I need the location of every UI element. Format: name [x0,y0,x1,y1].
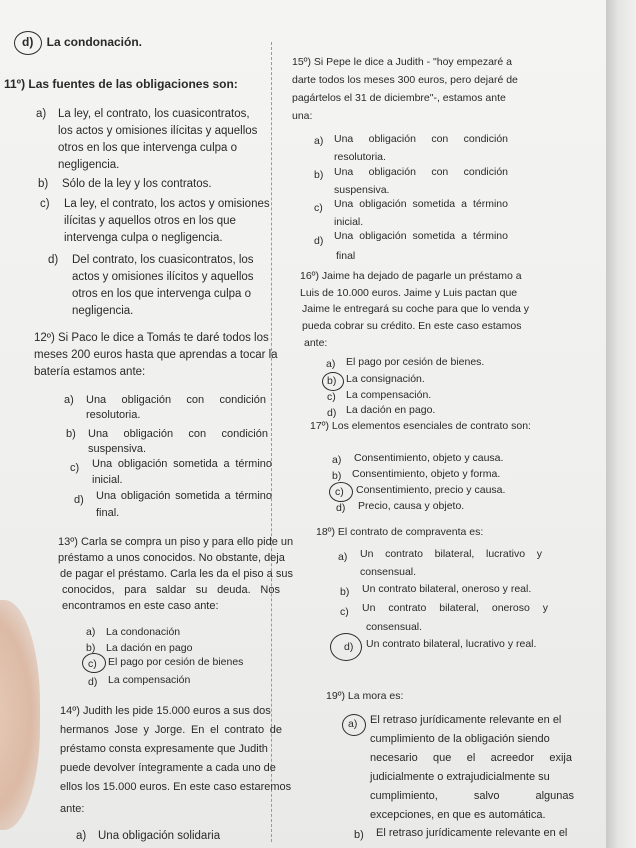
q14-option-a-letter: a) [76,830,87,842]
q17-option-c-letter: c) [335,486,344,498]
question-13-stem-line2: préstamo a unos conocidos. No obstante, deja [58,552,285,564]
question-16-stem-line5: ante: [304,337,328,349]
q11-option-c-letter: c) [40,198,50,210]
q16-option-b-letter: b) [327,375,337,387]
q12-option-c-line1: Una obligación sometida a término [92,458,272,470]
q11-option-a-line2: los actos y omisiones ilícitas y aquellos [58,125,258,137]
q18-option-c-line2: consensual. [366,621,423,633]
q12-option-c-letter: c) [70,462,80,474]
question-14-stem-line5: ellos los 15.000 euros. En este caso estaremos [60,781,292,793]
question-18-stem: 18º) El contrato de compraventa es: [316,526,484,538]
answer-mark-circle [14,31,42,55]
question-16-stem-line3: Jaime le entregará su coche para que lo venda y [302,303,530,315]
q17-option-c-text: Consentimiento, precio y causa. [356,484,506,496]
q19-option-a-line5: cumplimiento, salvo algunas [370,790,574,802]
question-13-stem-line1: 13º) Carla se compra un piso y para ello pide un [58,536,294,548]
q16-option-b-text: La consignación. [346,373,425,385]
question-12-stem-line1: 12º) Si Paco le dice a Tomás te daré todos los [34,332,269,344]
q17-option-b-text: Consentimiento, objeto y forma. [352,468,501,480]
q15-option-d-line1: Una obligación sometida a término [334,230,508,242]
q18-option-b-letter: b) [340,586,350,598]
q11-option-c-line2: ilícitas y aquellos otros en los que [64,215,236,227]
question-15-stem-line3: pagártelos el 31 de diciembre"-, estamos ante [292,92,506,104]
q16-option-d-letter: d) [327,407,337,419]
q12-option-d-letter: d) [74,494,84,506]
q12-option-d-line1: Una obligación sometida a término [96,490,272,502]
q11-option-b-line1: Sólo de la ley y los contratos. [62,178,212,190]
q15-option-a-line1: Una obligación con condición [334,133,508,145]
q17-option-d-letter: d) [336,502,346,514]
answer-mark-circle [322,372,344,391]
q19-option-a-line2: cumplimiento de la obligación siendo [370,733,550,745]
q19-option-a-line1: El retraso jurídicamente relevante en el [370,714,562,726]
q19-option-b-line1: El retraso jurídicamente relevante en el [376,827,568,839]
question-13-stem-line3: de pagar el préstamo. Carla les da el piso a sus [60,568,293,580]
question-16-stem-line4: pueda cobrar su crédito. En este caso estamos [302,320,522,332]
q16-option-c-text: La compensación. [346,389,432,401]
q16-option-a-letter: a) [326,358,336,370]
q15-option-c-letter: c) [314,202,323,214]
q12-option-b-letter: b) [66,428,76,440]
q13-option-d-text: La compensación [108,674,191,686]
q11-option-c-line3: intervenga culpa o negligencia. [64,232,223,244]
q11-option-d-line1: Del contrato, los cuasicontratos, los [72,254,254,266]
q19-option-b-letter: b) [354,829,364,841]
q12-option-b-line2: suspensiva. [88,443,147,455]
q18-option-c-line1: Un contrato bilateral, oneroso y [362,602,548,614]
q11-option-a-line3: otros en los que intervenga culpa o [58,142,238,154]
question-14-stem-line2: hermanos Jose y Jorge. En el contrato de [60,724,282,736]
option-letter: d) [22,35,34,49]
q19-option-a-line6: excepciones, en que es automática. [370,809,546,821]
question-16-stem-line2: Luis de 10.000 euros. Jaime y Luis pactan que [300,287,518,299]
question-12-stem-line3: batería estamos ante: [34,366,146,378]
q19-option-a-line4: judicialmente o extrajudicialmente su [370,771,550,783]
column-divider [271,42,272,842]
question-14-stem-line3: préstamo consta expresamente que Judith [60,743,268,755]
question-17-stem: 17º) Los elementos esenciales de contrato son: [310,420,531,432]
q13-option-b-letter: b) [86,642,96,654]
q15-option-a-line2: resolutoria. [334,151,386,163]
question-15-stem-line4: una: [292,110,313,122]
q17-option-a-text: Consentimiento, objeto y causa. [354,452,504,464]
question-15-stem-line1: 15º) Si Pepe le dice a Judith - "hoy empezaré a [292,56,513,68]
q13-option-c-letter: c) [88,658,97,670]
q16-option-a-text: El pago por cesión de bienes. [346,356,485,368]
q18-option-a-letter: a) [338,551,348,563]
q18-option-d-text: Un contrato bilateral, lucrativo y real. [366,638,537,650]
q15-option-d-line2: final [336,250,356,262]
q15-option-a-letter: a) [314,135,324,147]
q12-option-a-line2: resolutoria. [86,409,141,421]
q15-option-b-letter: b) [314,169,324,181]
question-12-stem-line2: meses 200 euros hasta que aprendas a tocar la [34,349,278,361]
q12-option-a-letter: a) [64,394,74,406]
q15-option-c-line1: Una obligación sometida a término [334,198,508,210]
question-11-stem: 11º) Las fuentes de las obligaciones son: [4,77,238,91]
q13-option-c-text: El pago por cesión de bienes [108,656,244,668]
q18-option-a-line2: consensual. [360,566,417,578]
page-edge [606,0,636,848]
question-13-stem-line4: conocidos, para saldar su deuda. Nos [62,584,280,596]
q18-option-a-line1: Un contrato bilateral, lucrativo y [360,548,542,560]
question-14-stem-line4: puede devolver íntegramente a cada uno de [60,762,276,774]
option-text: La condonación. [46,35,143,49]
q15-option-b-line1: Una obligación con condición [334,166,508,178]
q14-option-a-text: Una obligación solidaria [98,830,221,842]
question-19-stem: 19º) La mora es: [326,690,404,702]
q11-option-c-line1: La ley, el contrato, los actos y omisiones [64,198,270,210]
q12-option-c-line2: inicial. [92,474,123,486]
q11-option-b-letter: b) [38,178,49,190]
q11-option-d-line3: otros en los que intervenga culpa o [72,288,252,300]
q16-option-c-letter: c) [327,391,336,403]
q16-option-d-text: La dación en pago. [346,404,436,416]
q17-option-d-text: Precio, causa y objeto. [358,500,465,512]
question-14-stem-line1: 14º) Judith les pide 15.000 euros a sus dos [60,705,271,717]
question-14-stem-line6: ante: [60,803,85,815]
q11-option-a-line4: negligencia. [58,159,120,171]
q12-option-d-line2: final. [96,507,120,519]
q19-option-a-letter: a) [348,718,358,730]
q11-option-d-letter: d) [48,254,59,266]
question-16-stem-line1: 16º) Jaime ha dejado de pagarle un préstamo a [300,270,522,282]
answer-mark-circle [330,633,362,661]
q18-option-d-letter: d) [344,641,354,653]
q19-option-a-line3: necesario que el acreedor exija [370,752,572,764]
q11-option-d-line2: actos y omisiones ilícitos y aquellos [72,271,254,283]
q12-option-b-line1: Una obligación con condición [88,428,268,440]
answer-mark-circle [329,482,353,502]
left-column [0,0,294,848]
question-15-stem-line2: darte todos los meses 300 euros, pero dejaré de [292,74,518,86]
q13-option-d-letter: d) [88,676,98,688]
q11-option-a-line1: La ley, el contrato, los cuasicontratos, [58,108,250,120]
question-13-stem-line5: encontramos en este caso ante: [62,600,219,612]
q18-option-b-text: Un contrato bilateral, oneroso y real. [362,583,532,595]
q15-option-c-line2: inicial. [334,216,364,228]
q11-option-a-letter: a) [36,108,47,120]
q17-option-a-letter: a) [332,454,342,466]
right-column [280,0,606,848]
q13-option-a-letter: a) [86,626,96,638]
q15-option-d-letter: d) [314,235,324,247]
q17-option-b-letter: b) [332,470,342,482]
answer-mark-circle [82,653,106,673]
q13-option-a-text: La condonación [106,626,181,638]
q12-option-a-line1: Una obligación con condición [86,394,266,406]
answer-mark-circle [342,714,366,736]
q13-option-b-text: La dación en pago [106,642,193,654]
q11-option-d-line4: negligencia. [72,305,134,317]
q15-option-b-line2: suspensiva. [334,184,390,196]
q18-option-c-letter: c) [340,606,349,618]
